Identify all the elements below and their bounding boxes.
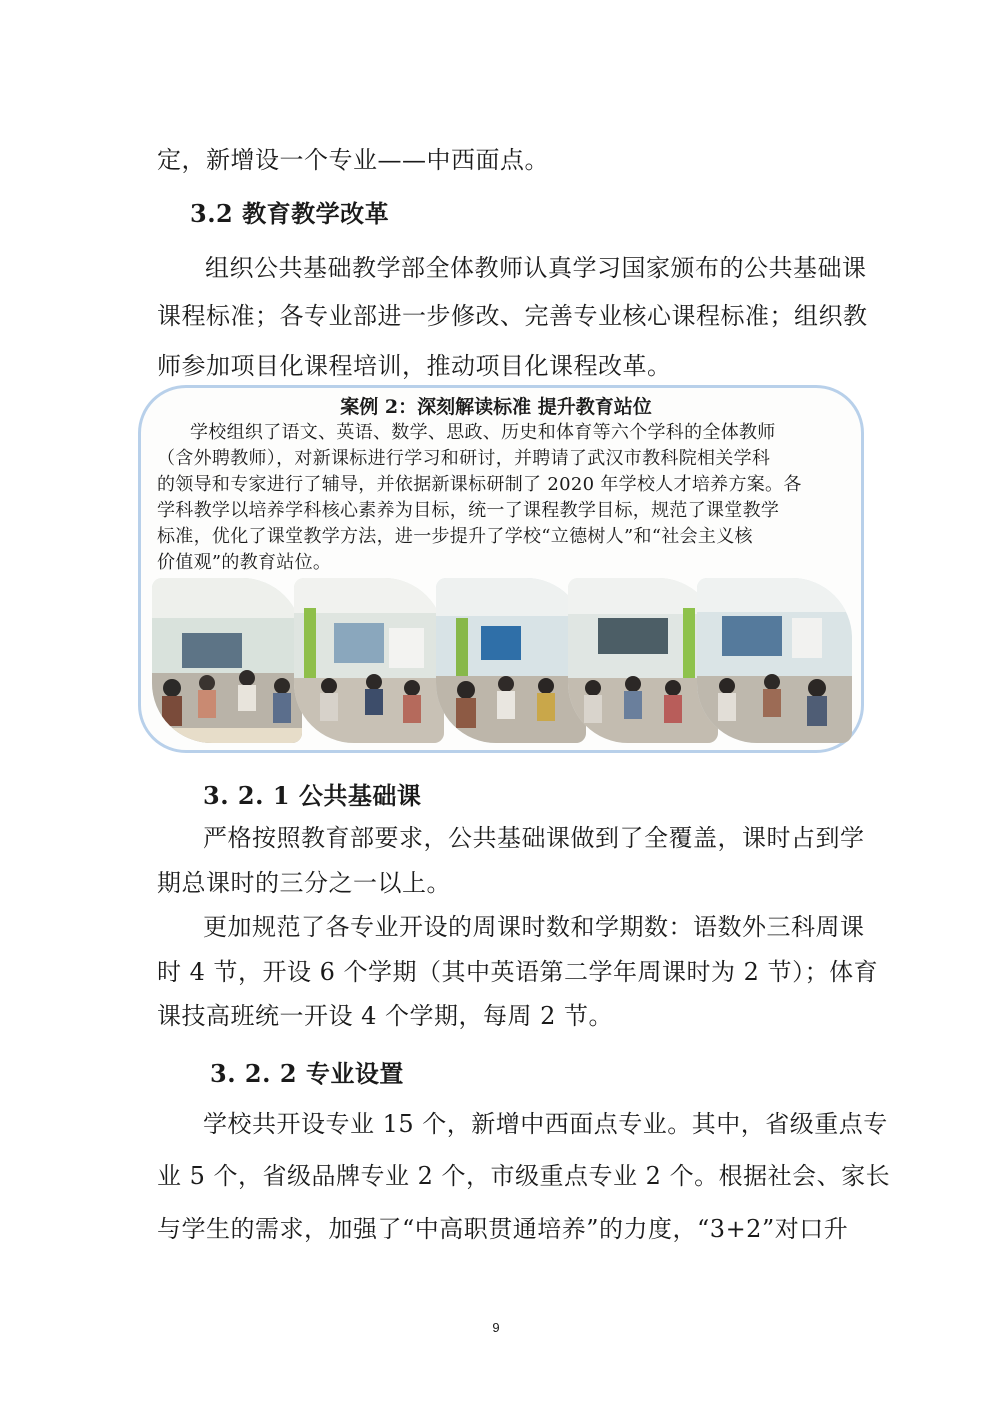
- paragraph-line: 师参加项目化课程培训，推动项目化课程改革。: [157, 352, 672, 380]
- case-text-line: 标准，优化了课堂教学方法，进一步提升了学校“立德树人”和“社会主义核: [157, 526, 753, 547]
- paragraph-line: 课技高班统一开设 4 个学期，每周 2 节。: [157, 1002, 614, 1030]
- case-text-line: 学校组织了语文、英语、数学、思政、历史和体育等六个学科的全体教师: [190, 422, 776, 443]
- section-heading-3-2-2: 3. 2. 2 专业设置: [210, 1059, 404, 1088]
- case-text-line: 学科教学以培养学科核心素养为目标，统一了课程教学目标，规范了课堂教学: [157, 500, 780, 521]
- paragraph-line: 定，新增设一个专业——中西面点。: [157, 146, 549, 174]
- paragraph-line: 期总课时的三分之一以上。: [157, 869, 451, 897]
- case-text-line: 的领导和专家进行了辅导，并依据新课标研制了 2020 年学校人才培养方案。各: [157, 474, 802, 495]
- classroom-photo: [697, 578, 852, 743]
- paragraph-line: 课程标准；各专业部进一步修改、完善专业核心课程标准；组织教: [157, 302, 868, 330]
- case-text-line: （含外聘教师），对新课标进行学习和研讨，并聘请了武汉市教科院相关学科: [157, 448, 771, 469]
- classroom-photo: [568, 578, 718, 743]
- classroom-photo: [152, 578, 302, 743]
- classroom-photo: [294, 578, 444, 743]
- paragraph-line: 严格按照教育部要求，公共基础课做到了全覆盖，课时占到学: [203, 824, 865, 852]
- classroom-photo-strip: [152, 578, 852, 743]
- paragraph-line: 与学生的需求，加强了“中高职贯通培养”的力度，“3+2”对口升: [157, 1215, 849, 1243]
- paragraph-line: 组织公共基础教学部全体教师认真学习国家颁布的公共基础课: [205, 254, 867, 282]
- paragraph-line: 业 5 个，省级品牌专业 2 个，市级重点专业 2 个。根据社会、家长: [157, 1162, 891, 1190]
- section-heading-3-2-1: 3. 2. 1 公共基础课: [203, 781, 422, 810]
- section-heading-3-2: 3.2 教育教学改革: [190, 199, 390, 228]
- paragraph-line: 更加规范了各专业开设的周课时数和学期数：语数外三科周课: [203, 913, 865, 941]
- paragraph-line: 时 4 节，开设 6 个学期（其中英语第二学年周课时为 2 节）；体育: [157, 958, 879, 986]
- case-study-title: 案例 2：深刻解读标准 提升教育站位: [340, 396, 652, 418]
- page-number: 9: [492, 1320, 500, 1335]
- paragraph-line: 学校共开设专业 15 个，新增中西面点专业。其中，省级重点专: [203, 1110, 888, 1138]
- classroom-photo: [436, 578, 586, 743]
- case-text-line: 价值观”的教育站位。: [157, 552, 332, 573]
